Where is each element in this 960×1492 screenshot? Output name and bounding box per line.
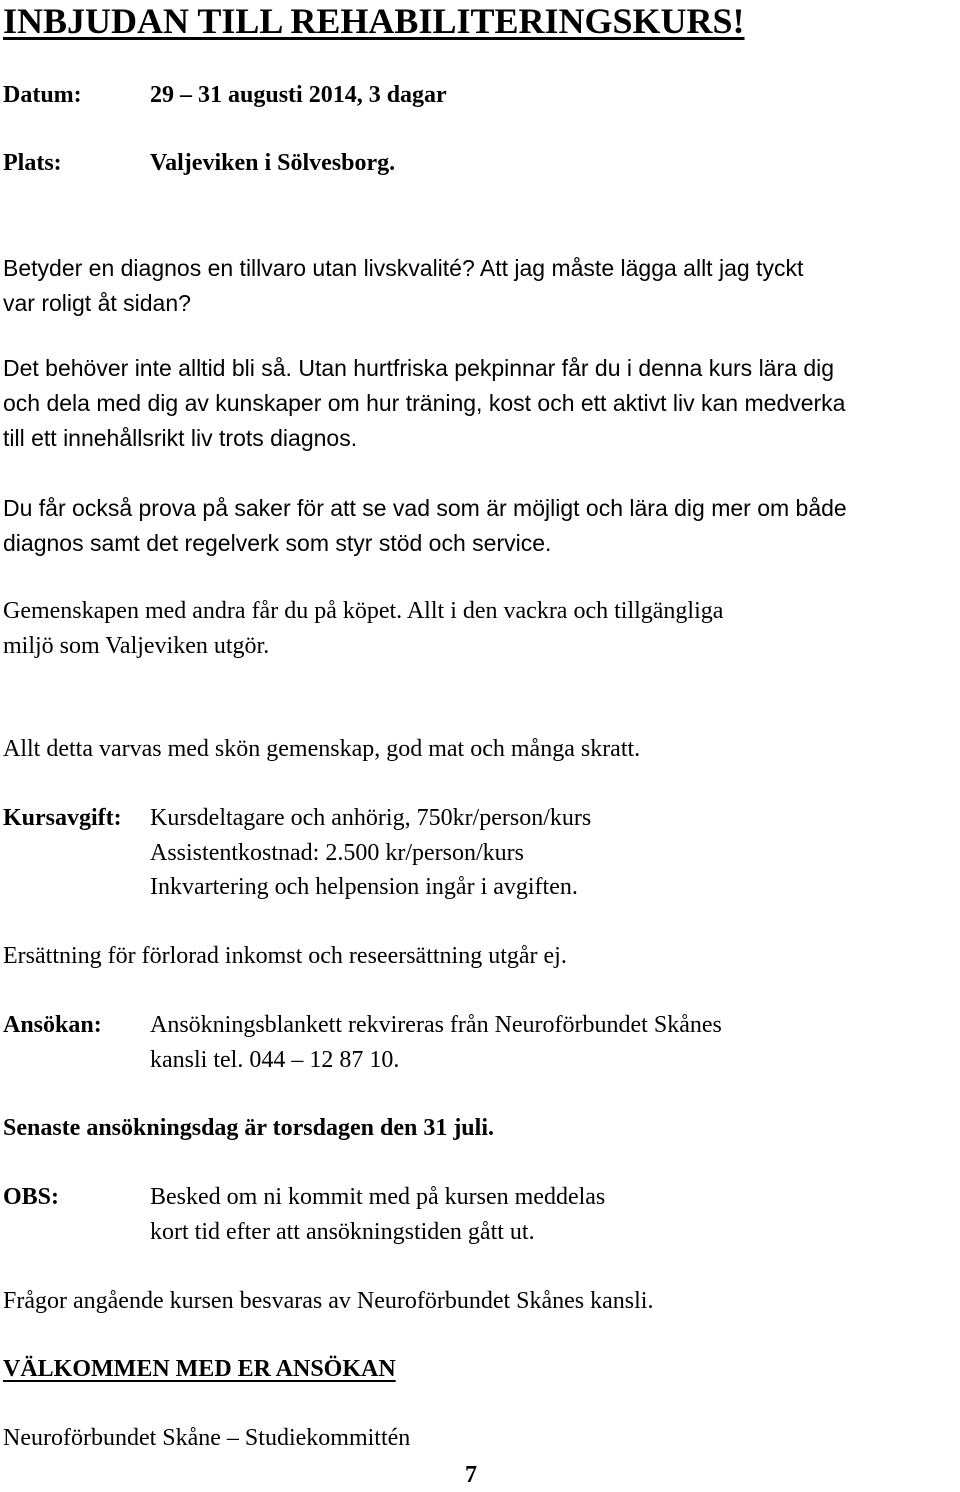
fee-line-3: Inkvartering och helpension ingår i avgiften. — [150, 874, 578, 900]
place-value: Valjeviken i Sölvesborg. — [150, 150, 396, 176]
fee-line-1: Kursdeltagare och anhörig, 750kr/person/kurs — [150, 805, 592, 831]
intro-paragraph-line-1: Betyder en diagnos en tillvaro utan livskvalité? Att jag måste lägga allt jag tyckt — [3, 255, 804, 281]
obs-label: OBS: — [3, 1184, 60, 1210]
questions-text: Frågor angående kursen besvaras av Neuroförbundet Skånes kansli. — [3, 1288, 654, 1314]
date-value: 29 – 31 augusti 2014, 3 dagar — [150, 82, 447, 108]
fun-paragraph: Allt detta varvas med skön gemenskap, god mat och många skratt. — [3, 736, 641, 762]
fee-label: Kursavgift: — [3, 805, 122, 831]
intro-paragraph-line-2: var roligt åt sidan? — [3, 290, 191, 316]
compensation-text: Ersättning för förlorad inkomst och reseersättning utgår ej. — [3, 943, 567, 969]
try-paragraph-line-1: Du får också prova på saker för att se vad som är möjligt och lära dig mer om både — [3, 495, 847, 521]
community-paragraph-line-1: Gemenskapen med andra får du på köpet. Allt i den vackra och tillgängliga — [3, 598, 724, 624]
signature: Neuroförbundet Skåne – Studiekommittén — [3, 1425, 411, 1451]
welcome-heading: VÄLKOMMEN MED ER ANSÖKAN — [3, 1356, 396, 1382]
application-line-1: Ansökningsblankett rekvireras från Neuroförbundet Skånes — [150, 1012, 722, 1038]
fee-line-2: Assistentkostnad: 2.500 kr/person/kurs — [150, 840, 524, 866]
course-paragraph-line-3: till ett innehållsrikt liv trots diagnos. — [3, 425, 358, 451]
application-line-2: kansli tel. 044 – 12 87 10. — [150, 1047, 400, 1073]
date-label: Datum: — [3, 82, 82, 108]
obs-line-2: kort tid efter att ansökningstiden gått ut. — [150, 1219, 535, 1245]
page-title: INBJUDAN TILL REHABILITERINGSKURS! — [3, 1, 745, 41]
application-label: Ansökan: — [3, 1012, 102, 1038]
course-paragraph-line-2: och dela med dig av kunskaper om hur träning, kost och ett aktivt liv kan medverka — [3, 390, 846, 416]
page-number: 7 — [465, 1462, 477, 1488]
course-paragraph-line-1: Det behöver inte alltid bli så. Utan hurtfriska pekpinnar får du i denna kurs lära dig — [3, 355, 835, 381]
try-paragraph-line-2: diagnos samt det regelverk som styr stöd och service. — [3, 530, 552, 556]
place-label: Plats: — [3, 150, 62, 176]
deadline-text: Senaste ansökningsdag är torsdagen den 31 juli. — [3, 1115, 494, 1141]
community-paragraph-line-2: miljö som Valjeviken utgör. — [3, 633, 270, 659]
obs-line-1: Besked om ni kommit med på kursen meddelas — [150, 1184, 606, 1210]
